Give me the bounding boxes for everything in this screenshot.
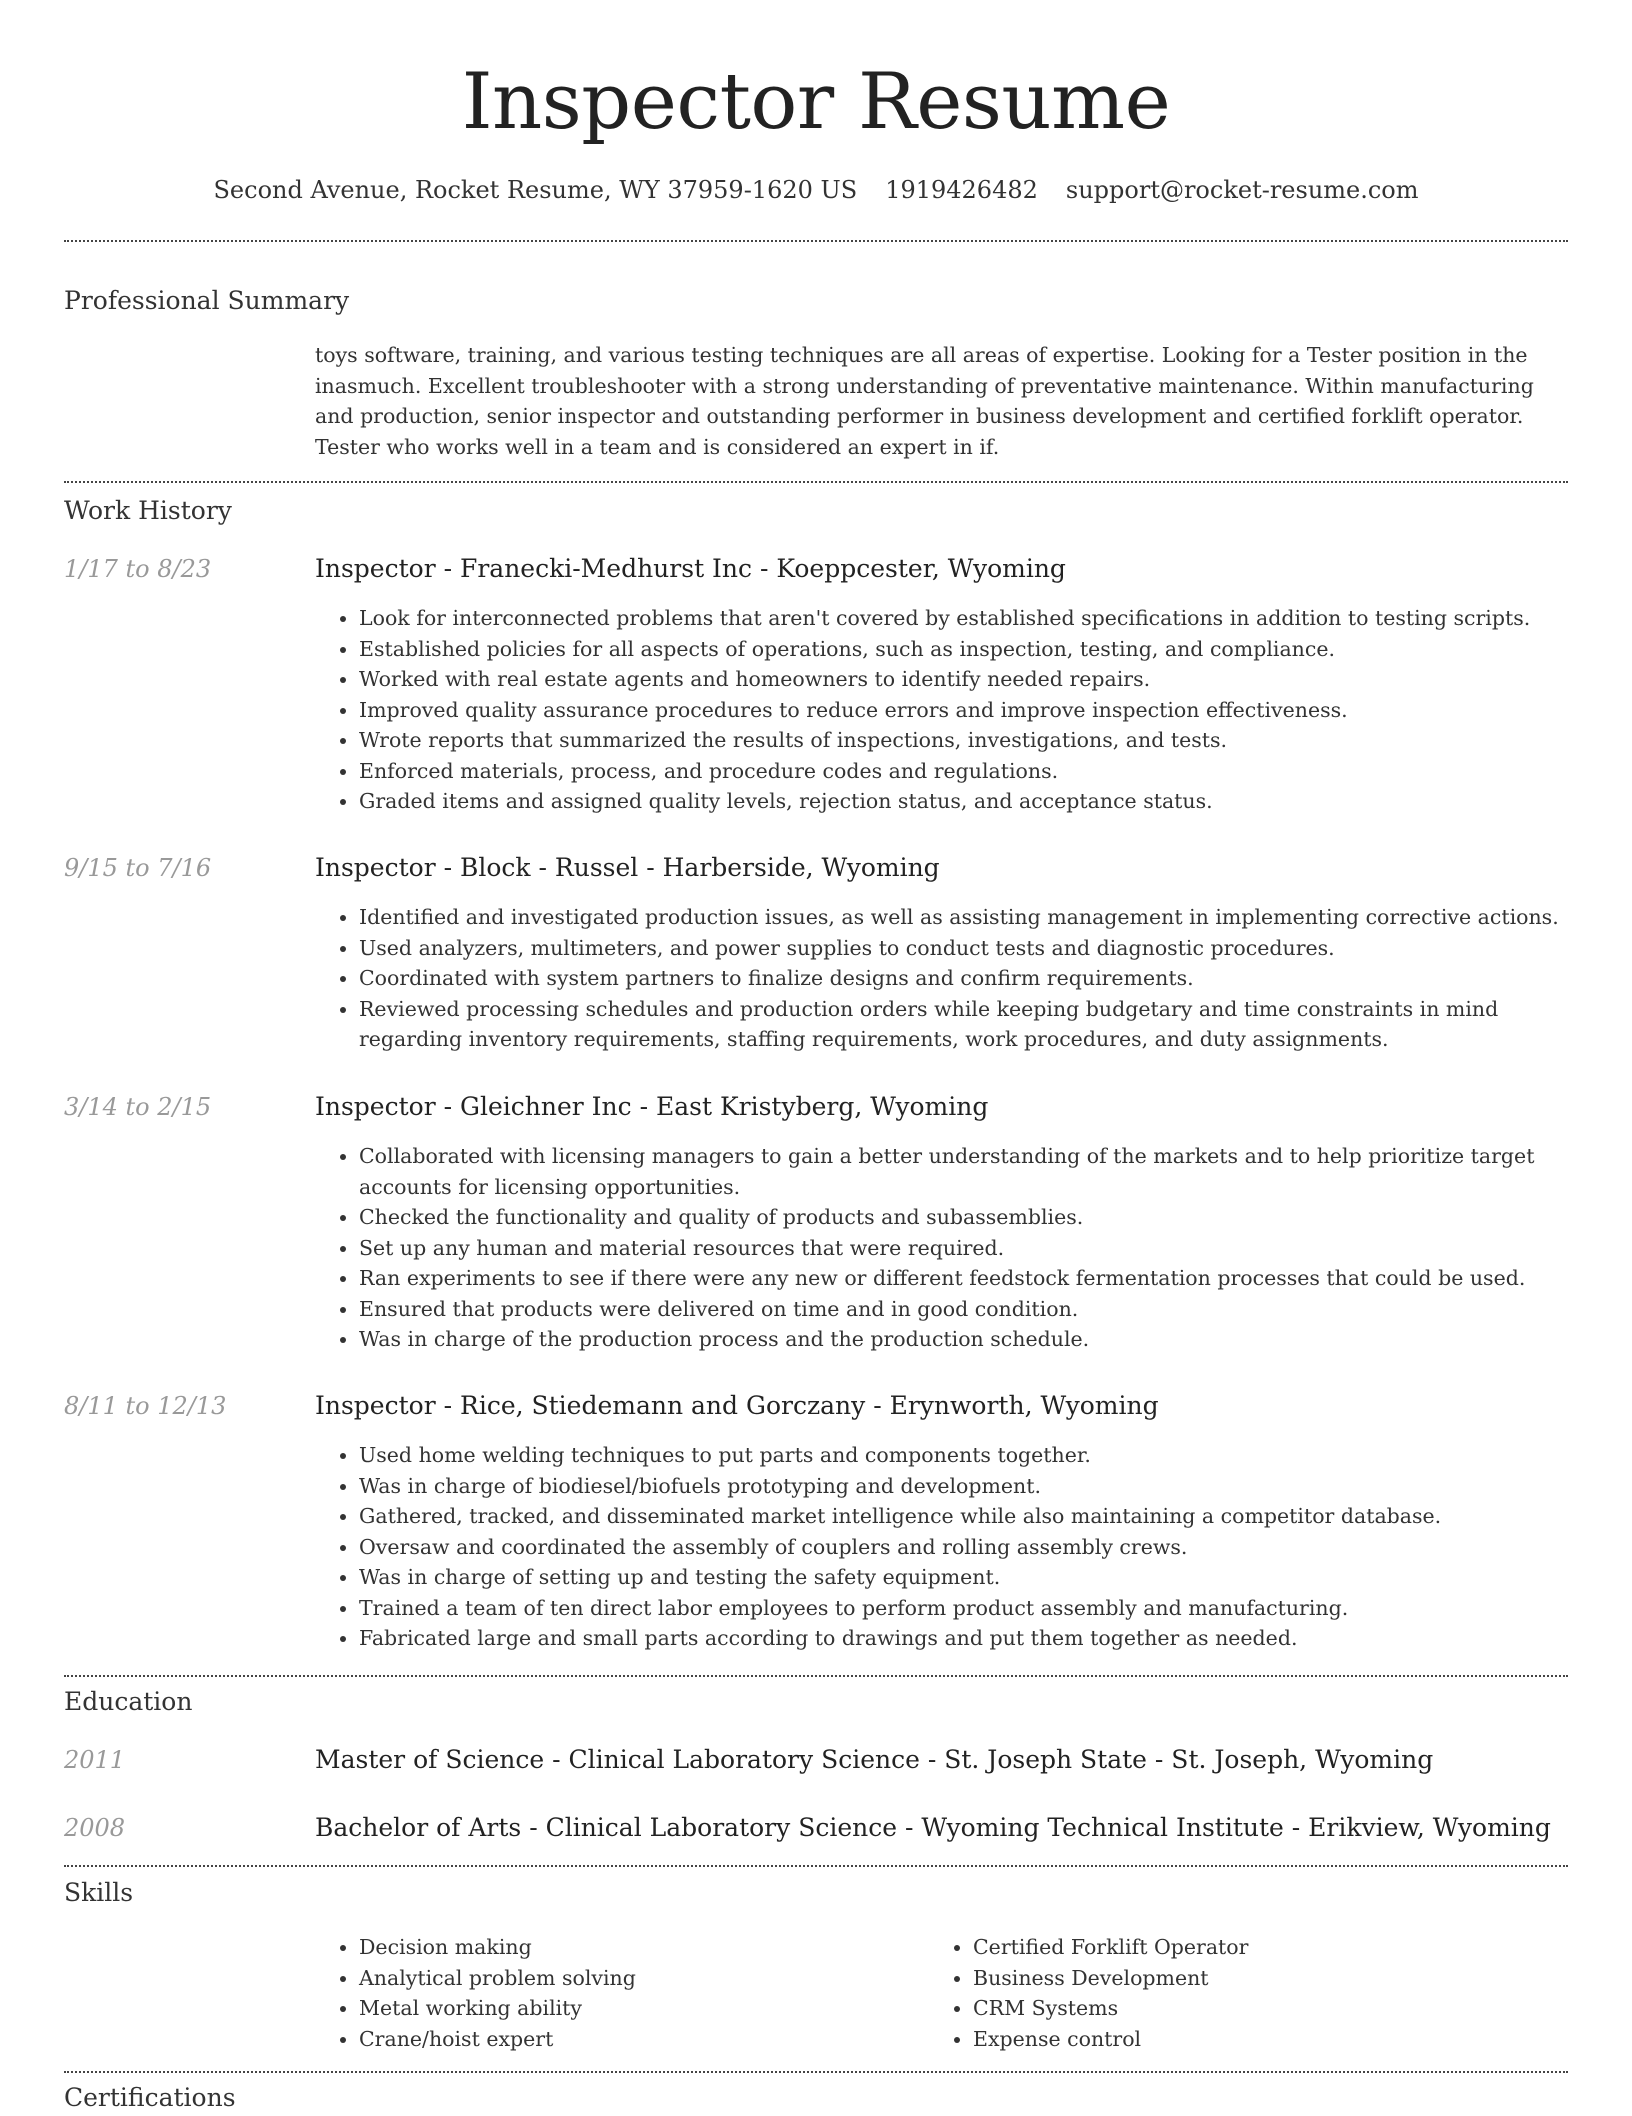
job-dates: 1/17 to 8/23 [64, 555, 212, 583]
section-title-certifications: Certifications [64, 2083, 236, 2112]
job-bullet: • Enforced materials, process, and procedure codes and regulations. [359, 756, 1568, 787]
contact-email: support@rocket-resume.com [1065, 176, 1419, 204]
job-bullets [315, 1141, 1568, 1355]
job-bullet: • Improved quality assurance procedures to reduce errors and improve inspection effectiveness. [359, 695, 1568, 726]
job-bullets [315, 1440, 1568, 1654]
job-bullet: • Was in charge of biodiesel/biofuels prototyping and development. [359, 1471, 1568, 1502]
job-bullet: • Gathered, tracked, and disseminated market intelligence while also maintaining a competitor database. [359, 1501, 1568, 1532]
job-bullet: • Graded items and assigned quality levels, rejection status, and acceptance status. [359, 786, 1568, 817]
job-bullet: • Trained a team of ten direct labor employees to perform product assembly and manufacturing. [359, 1593, 1568, 1624]
job-dates: 8/11 to 12/13 [64, 1392, 227, 1420]
section-title-summary: Professional Summary [64, 286, 350, 315]
job-bullets [315, 603, 1568, 817]
job-bullet: • Identified and investigated production issues, as well as assisting management in implementing corrective actions. [359, 902, 1568, 933]
job-title: Inspector - Gleichner Inc - East Kristyberg, Wyoming [315, 1092, 989, 1121]
job-bullet: • Was in charge of the production process and the production schedule. [359, 1324, 1568, 1355]
resume-name: Inspector Resume [461, 57, 1171, 147]
education-year: 2011 [64, 1746, 126, 1774]
contact-address: Second Avenue, Rocket Resume, WY 37959-1620 US [213, 176, 858, 204]
skill-item: • Certified Forklift Operator [973, 1932, 1568, 1963]
section-title-education: Education [64, 1687, 193, 1716]
education-degree: Master of Science - Clinical Laboratory Science - St. Joseph State - St. Joseph, Wyoming [315, 1745, 1434, 1774]
job-bullets [315, 902, 1568, 1055]
divider [64, 240, 1568, 242]
education-degree: Bachelor of Arts - Clinical Laboratory Science - Wyoming Technical Institute - Erikview, Wyoming [315, 1813, 1551, 1842]
section-title-work-history: Work History [64, 496, 232, 525]
job-bullet: • Was in charge of setting up and testing the safety equipment. [359, 1562, 1568, 1593]
skill-item: • Expense control [973, 2024, 1568, 2055]
job-bullet: • Worked with real estate agents and homeowners to identify needed repairs. [359, 664, 1568, 695]
job-bullet: • Ran experiments to see if there were any new or different feedstock fermentation processes that could be used. [359, 1263, 1568, 1294]
divider [64, 1865, 1568, 1867]
job-title: Inspector - Franecki-Medhurst Inc - Koeppcester, Wyoming [315, 554, 1066, 583]
job-bullet: • Reviewed processing schedules and production orders while keeping budgetary and time constraints in mind regarding inventory requirements, staffing requirements, work procedures, and duty assignments. [359, 994, 1568, 1055]
job-bullet: • Collaborated with licensing managers to gain a better understanding of the markets and to help prioritize target accounts for licensing opportunities. [359, 1141, 1568, 1202]
resume-page [64, 0, 1568, 2112]
education-year: 2008 [64, 1814, 126, 1842]
job-bullet: • Established policies for all aspects of operations, such as inspection, testing, and compliance. [359, 634, 1568, 665]
job-bullet: • Fabricated large and small parts according to drawings and put them together as needed. [359, 1623, 1568, 1654]
divider [64, 2071, 1568, 2073]
job-dates: 3/14 to 2/15 [64, 1093, 212, 1121]
job-bullet: • Checked the functionality and quality of products and subassemblies. [359, 1202, 1568, 1233]
job-bullet: • Set up any human and material resources that were required. [359, 1233, 1568, 1264]
divider [64, 1675, 1568, 1677]
summary-text: toys software, training, and various testing techniques are all areas of expertise. Looking for a Tester position in the inasmuch. Excellent troubleshooter with a strong understanding of preventative maintenance. Within manufacturing and production, senior inspector and outstanding performer in business development and certified forklift operator. Tester who works well in a team and is considered an expert in if. [315, 343, 1534, 459]
skill-item: • Business Development [973, 1963, 1568, 1994]
job-title: Inspector - Block - Russel - Harberside, Wyoming [315, 853, 940, 882]
job-title: Inspector - Rice, Stiedemann and Gorczany - Erynworth, Wyoming [315, 1391, 1159, 1420]
job-bullet: • Used home welding techniques to put parts and components together. [359, 1440, 1568, 1471]
job-bullet: • Used analyzers, multimeters, and power supplies to conduct tests and diagnostic procedures. [359, 933, 1568, 964]
skill-item: • Decision making [359, 1932, 929, 1963]
job-bullet: • Ensured that products were delivered on time and in good condition. [359, 1294, 1568, 1325]
job-bullet: • Wrote reports that summarized the results of inspections, investigations, and tests. [359, 725, 1568, 756]
skills-list-right [929, 1932, 1568, 2054]
job-bullet: • Coordinated with system partners to finalize designs and confirm requirements. [359, 963, 1568, 994]
contact-line [64, 170, 1568, 210]
skill-item: • Crane/hoist expert [359, 2024, 929, 2055]
job-bullet: • Look for interconnected problems that aren't covered by established specifications in addition to testing scripts. [359, 603, 1568, 634]
divider [64, 481, 1568, 483]
skill-item: • CRM Systems [973, 1993, 1568, 2024]
job-dates: 9/15 to 7/16 [64, 854, 212, 882]
contact-phone: 1919426482 [885, 176, 1038, 204]
skill-item: • Metal working ability [359, 1993, 929, 2024]
job-bullet: • Oversaw and coordinated the assembly of couplers and rolling assembly crews. [359, 1532, 1568, 1563]
skill-item: • Analytical problem solving [359, 1963, 929, 1994]
section-title-skills: Skills [64, 1878, 134, 1907]
skills-list-left [315, 1932, 929, 2054]
